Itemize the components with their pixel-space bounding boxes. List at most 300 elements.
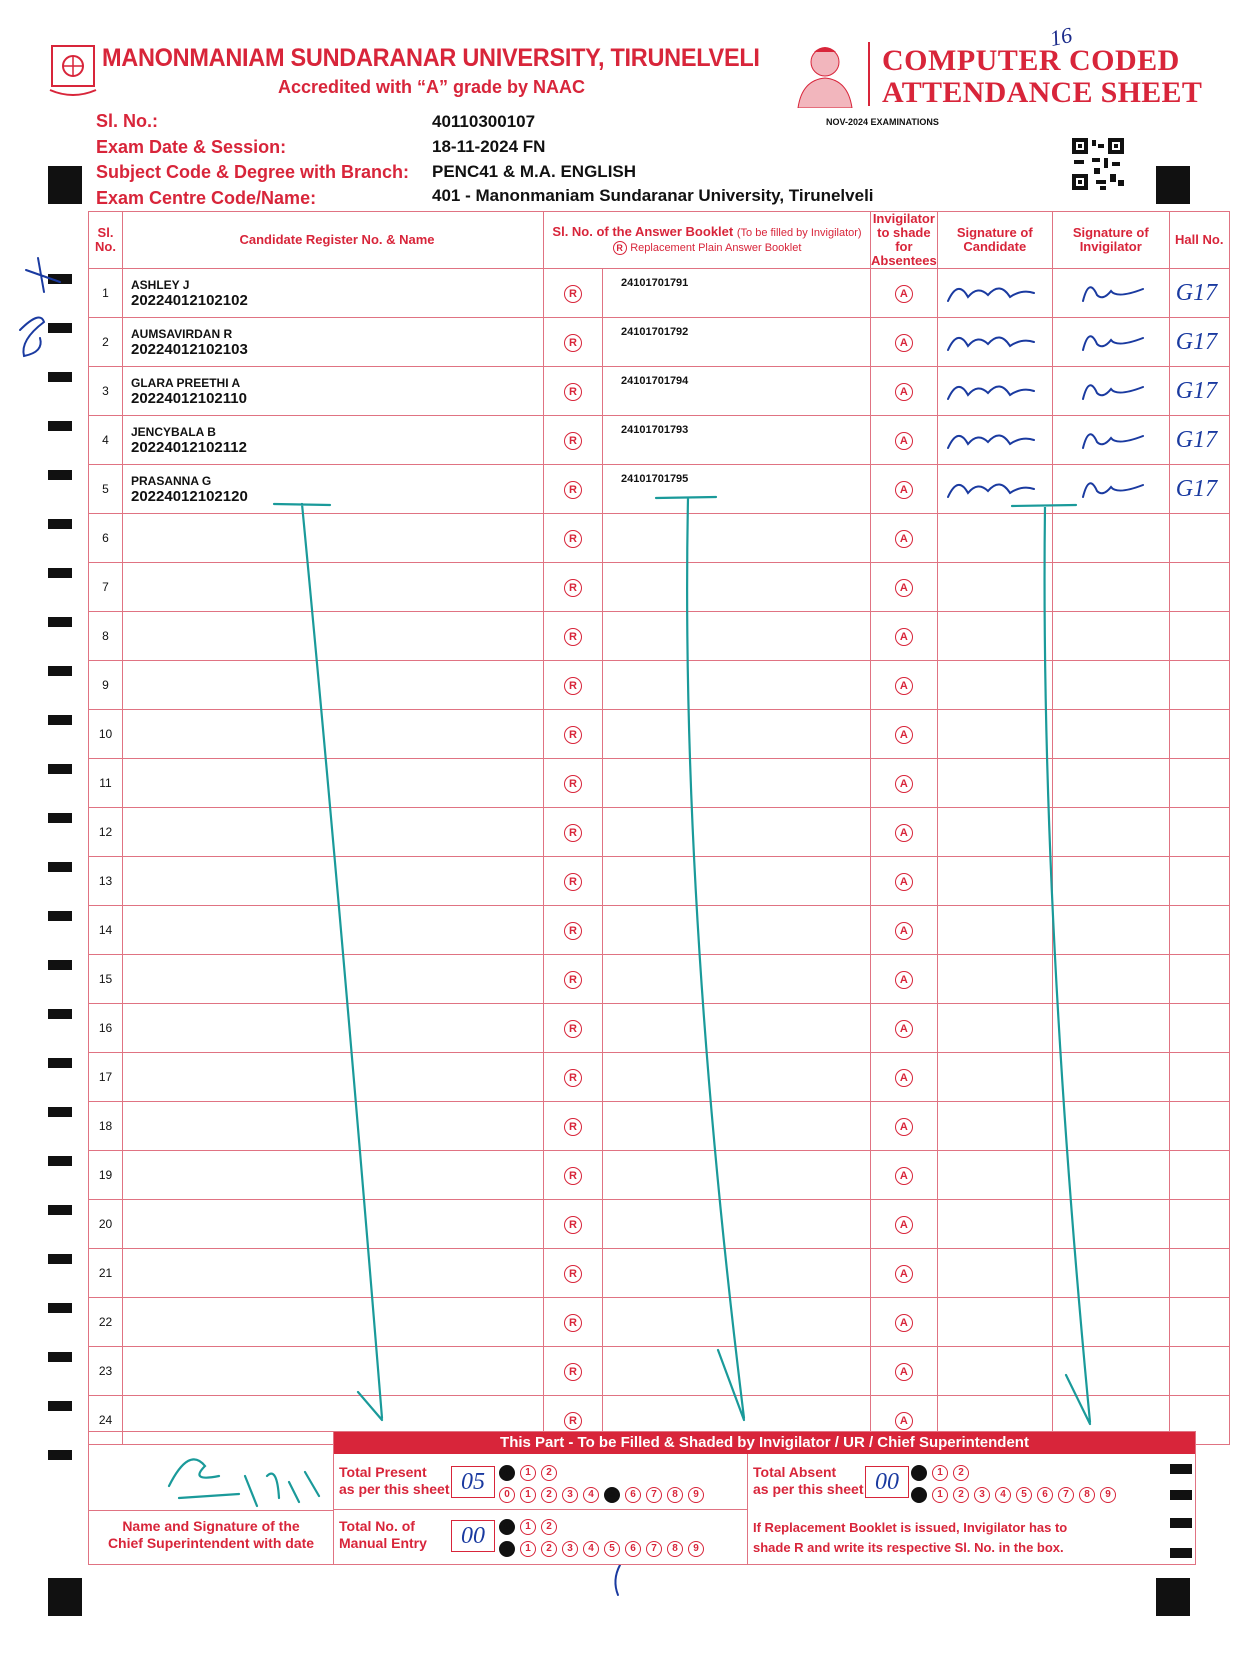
candidate-cell	[123, 465, 544, 514]
absentee-bubble[interactable]: A	[895, 775, 913, 793]
hall-number: G17	[1175, 475, 1218, 502]
replacement-note-2: shade R and write its respective Sl. No. in the box.	[753, 1540, 1064, 1555]
digit-bubble-7[interactable]: 7	[646, 1541, 662, 1557]
hall-cell[interactable]	[1169, 906, 1229, 955]
replacement-bubble[interactable]: R	[564, 971, 582, 989]
candidate-cell	[123, 1004, 544, 1053]
absentee-cell	[871, 1347, 938, 1396]
total-present-label	[339, 1464, 450, 1498]
hall-cell[interactable]	[1169, 1298, 1229, 1347]
absentee-bubble[interactable]: A	[895, 1314, 913, 1332]
candidate-cell	[123, 1347, 544, 1396]
hall-number: G17	[1175, 426, 1218, 453]
hall-cell[interactable]	[1169, 269, 1229, 318]
candidate-signature-cell[interactable]	[937, 710, 1052, 759]
replacement-bubble[interactable]: R	[564, 432, 582, 450]
hall-cell[interactable]	[1169, 563, 1229, 612]
candidate-name: AUMSAVIRDAN R	[131, 326, 233, 341]
timing-marker	[48, 764, 72, 774]
digit-bubble-5[interactable]: 5	[1016, 1487, 1032, 1503]
replacement-bubble[interactable]: R	[564, 285, 582, 303]
digit-bubble-2[interactable]: 2	[541, 1465, 557, 1481]
digit-bubble-6[interactable]: 6	[625, 1541, 641, 1557]
absent-tens-bubbles[interactable]	[911, 1462, 974, 1481]
candidate-signature-cell[interactable]	[937, 1200, 1052, 1249]
timing-marker	[48, 166, 82, 204]
invigilator-signature-cell[interactable]	[1052, 661, 1169, 710]
booklet-cell[interactable]	[603, 710, 871, 759]
table-row	[89, 612, 1230, 661]
hall-number	[1170, 1260, 1176, 1286]
invigilator-signature-cell[interactable]	[1052, 1298, 1169, 1347]
sheet-title-line1: COMPUTER CODED	[882, 44, 1180, 77]
hall-number	[1170, 525, 1176, 551]
timing-marker	[48, 1401, 72, 1411]
absentee-cell	[871, 710, 938, 759]
absentee-bubble[interactable]: A	[895, 1412, 913, 1430]
booklet-cell[interactable]	[603, 1298, 871, 1347]
candidate-register-no: 20224012102103	[131, 340, 248, 358]
row-sl: 2	[89, 318, 123, 367]
replacement-bubble[interactable]: R	[564, 334, 582, 352]
table-body	[89, 269, 1230, 1445]
chief-label-2: Chief Superintendent with date	[107, 1535, 315, 1551]
candidate-signature-cell[interactable]	[937, 1249, 1052, 1298]
replacement-cell	[544, 1151, 603, 1200]
digit-bubble-1[interactable]: 1	[520, 1465, 536, 1481]
digit-bubble-7[interactable]: 7	[1058, 1487, 1074, 1503]
digit-bubble-6[interactable]: 6	[1037, 1487, 1053, 1503]
invigilator-signature-cell[interactable]	[1052, 955, 1169, 1004]
replacement-bubble[interactable]: R	[564, 481, 582, 499]
invigilator-signature-cell[interactable]	[1052, 1102, 1169, 1151]
candidate-signature-cell[interactable]	[937, 955, 1052, 1004]
timing-marker	[48, 323, 72, 333]
replacement-cell	[544, 367, 603, 416]
invigilator-signature	[1053, 369, 1163, 409]
digit-bubble-9[interactable]: 9	[1100, 1487, 1116, 1503]
row-sl: 10	[89, 710, 123, 759]
replacement-bubble[interactable]: R	[564, 628, 582, 646]
booklet-cell[interactable]	[603, 808, 871, 857]
candidate-signature-cell[interactable]	[937, 759, 1052, 808]
candidate-signature-cell[interactable]	[937, 612, 1052, 661]
invigilator-signature-cell[interactable]	[1052, 710, 1169, 759]
invigilator-signature-cell[interactable]	[1052, 1249, 1169, 1298]
absentee-bubble[interactable]: A	[895, 824, 913, 842]
total-present-label-2: as per this sheet	[339, 1481, 450, 1497]
digit-bubble-0[interactable]: 0	[911, 1465, 927, 1481]
digit-bubble-9[interactable]: 9	[688, 1487, 704, 1503]
booklet-cell[interactable]	[603, 318, 871, 367]
replacement-bubble[interactable]: R	[564, 1020, 582, 1038]
digit-bubble-0[interactable]: 0	[499, 1519, 515, 1535]
absentee-bubble[interactable]: A	[895, 481, 913, 499]
absentee-bubble[interactable]: A	[895, 922, 913, 940]
manual-tens-bubbles[interactable]	[499, 1516, 562, 1535]
absentee-cell	[871, 906, 938, 955]
hall-cell[interactable]	[1169, 318, 1229, 367]
col-hall-header: Hall No.	[1169, 212, 1229, 269]
absentee-bubble[interactable]: A	[895, 579, 913, 597]
candidate-register-no: 20224012102110	[131, 389, 247, 407]
timing-marker	[48, 1205, 72, 1215]
total-absent-label-2: as per this sheet	[753, 1481, 864, 1497]
booklet-cell[interactable]	[603, 563, 871, 612]
digit-bubble-2[interactable]: 2	[953, 1465, 969, 1481]
replacement-cell	[544, 1249, 603, 1298]
candidate-name: JENCYBALA B	[131, 424, 216, 439]
digit-bubble-3[interactable]: 3	[562, 1487, 578, 1503]
booklet-cell[interactable]	[603, 1053, 871, 1102]
booklet-cell[interactable]	[603, 269, 871, 318]
invigilator-signature-cell[interactable]	[1052, 514, 1169, 563]
row-sl: 6	[89, 514, 123, 563]
candidate-signature-cell[interactable]	[937, 416, 1052, 465]
row-sl: 3	[89, 367, 123, 416]
replacement-bubble[interactable]: R	[564, 579, 582, 597]
booklet-cell[interactable]	[603, 612, 871, 661]
candidate-cell	[123, 612, 544, 661]
chief-superintendent-box	[89, 1432, 334, 1564]
manual-entry-label-1: Total No. of	[339, 1518, 415, 1534]
hall-cell[interactable]	[1169, 857, 1229, 906]
candidate-cell	[123, 710, 544, 759]
row-sl: 20	[89, 1200, 123, 1249]
hall-number	[1170, 770, 1176, 796]
digit-bubble-0[interactable]: 0	[499, 1487, 515, 1503]
invigilator-signature-cell[interactable]	[1052, 857, 1169, 906]
booklet-cell[interactable]	[603, 759, 871, 808]
table-row	[89, 1151, 1230, 1200]
absentee-bubble[interactable]: A	[895, 971, 913, 989]
invigilator-signature-cell[interactable]	[1052, 416, 1169, 465]
absent-header-3: Absentees	[871, 253, 937, 268]
absentee-bubble[interactable]: A	[895, 383, 913, 401]
hall-cell[interactable]	[1169, 661, 1229, 710]
candidate-signature-cell[interactable]	[937, 906, 1052, 955]
replacement-bubble[interactable]: R	[564, 922, 582, 940]
hall-cell[interactable]	[1169, 808, 1229, 857]
digit-bubble-1[interactable]: 1	[520, 1487, 536, 1503]
invigilator-signature-cell[interactable]	[1052, 269, 1169, 318]
digit-bubble-1[interactable]: 1	[932, 1487, 948, 1503]
booklet-cell[interactable]	[603, 1249, 871, 1298]
absent-header-1: Invigilator	[872, 211, 935, 226]
footer-divider-h	[334, 1509, 747, 1510]
candidate-signature-cell[interactable]	[937, 1151, 1052, 1200]
absentee-bubble[interactable]: A	[895, 1265, 913, 1283]
replacement-cell	[544, 759, 603, 808]
absentee-bubble[interactable]: A	[895, 726, 913, 744]
replacement-bubble[interactable]: R	[564, 1265, 582, 1283]
digit-bubble-2[interactable]: 2	[541, 1519, 557, 1535]
table-row	[89, 808, 1230, 857]
replacement-bubble[interactable]: R	[564, 530, 582, 548]
booklet-cell[interactable]	[603, 1200, 871, 1249]
candidate-name: ASHLEY J	[131, 277, 190, 292]
timing-marker	[48, 911, 72, 921]
candidate-signature-cell[interactable]	[937, 661, 1052, 710]
candidate-signature-cell[interactable]	[937, 1347, 1052, 1396]
absentee-bubble[interactable]: A	[895, 334, 913, 352]
replacement-bubble[interactable]: R	[564, 824, 582, 842]
hall-number	[1170, 1358, 1176, 1384]
candidate-signature-cell[interactable]	[937, 367, 1052, 416]
digit-bubble-8[interactable]: 8	[1079, 1487, 1095, 1503]
invigilator-signature-cell[interactable]	[1052, 1151, 1169, 1200]
replacement-cell	[544, 563, 603, 612]
absentee-bubble[interactable]: A	[895, 530, 913, 548]
booklet-cell[interactable]	[603, 367, 871, 416]
hall-cell[interactable]	[1169, 1004, 1229, 1053]
present-units-bubbles[interactable]	[499, 1484, 709, 1503]
row-sl: 11	[89, 759, 123, 808]
candidate-cell	[123, 416, 544, 465]
hall-cell[interactable]	[1169, 1053, 1229, 1102]
invigilator-signature-cell[interactable]	[1052, 465, 1169, 514]
row-sl: 23	[89, 1347, 123, 1396]
booklet-cell[interactable]	[603, 906, 871, 955]
row-sl: 16	[89, 1004, 123, 1053]
hall-cell[interactable]	[1169, 1151, 1229, 1200]
digit-bubble-3[interactable]: 3	[974, 1487, 990, 1503]
invigilator-signature-cell[interactable]	[1052, 318, 1169, 367]
absentee-cell	[871, 955, 938, 1004]
digit-bubble-4[interactable]: 4	[583, 1487, 599, 1503]
digit-bubble-2[interactable]: 2	[541, 1541, 557, 1557]
absentee-cell	[871, 269, 938, 318]
hall-cell[interactable]	[1169, 1347, 1229, 1396]
replacement-bubble[interactable]: R	[564, 1069, 582, 1087]
digit-bubble-4[interactable]: 4	[583, 1541, 599, 1557]
digit-bubble-4[interactable]: 4	[995, 1487, 1011, 1503]
candidate-signature-cell[interactable]	[937, 808, 1052, 857]
absentee-cell	[871, 367, 938, 416]
hall-cell[interactable]	[1169, 1249, 1229, 1298]
hall-number: G17	[1175, 279, 1218, 306]
candidate-signature-cell[interactable]	[937, 1004, 1052, 1053]
replacement-bubble[interactable]: R	[564, 677, 582, 695]
row-sl: 7	[89, 563, 123, 612]
absentee-cell	[871, 1151, 938, 1200]
hall-number	[1170, 966, 1176, 992]
candidate-signature-cell[interactable]	[937, 514, 1052, 563]
booklet-cell[interactable]	[603, 514, 871, 563]
candidate-signature-cell[interactable]	[937, 1053, 1052, 1102]
digit-bubble-8[interactable]: 8	[667, 1541, 683, 1557]
timing-marker	[1156, 1578, 1190, 1616]
hall-cell[interactable]	[1169, 416, 1229, 465]
replacement-bubble[interactable]: R	[564, 1363, 582, 1381]
booklet-number: 24101701792	[621, 326, 689, 338]
invigilator-signature-cell[interactable]	[1052, 612, 1169, 661]
timing-marker	[48, 862, 72, 872]
hall-cell[interactable]	[1169, 710, 1229, 759]
absentee-bubble[interactable]: A	[895, 1020, 913, 1038]
exam-centre-label: Exam Centre Code/Name:	[96, 188, 317, 208]
digit-bubble-3[interactable]: 3	[562, 1541, 578, 1557]
booklet-cell[interactable]	[603, 1347, 871, 1396]
hall-cell[interactable]	[1169, 955, 1229, 1004]
digit-bubble-2[interactable]: 2	[953, 1487, 969, 1503]
invigilator-signature-cell[interactable]	[1052, 759, 1169, 808]
digit-bubble-6[interactable]: 6	[625, 1487, 641, 1503]
candidate-signature	[938, 320, 1048, 360]
row-sl: 19	[89, 1151, 123, 1200]
replacement-bubble[interactable]: R	[564, 873, 582, 891]
exam-centre-value: 401 - Manonmaniam Sundaranar University, Tirunelveli	[432, 186, 874, 205]
replacement-bubble[interactable]: R	[564, 383, 582, 401]
hall-number	[1170, 1309, 1176, 1335]
candidate-signature-cell[interactable]	[937, 1102, 1052, 1151]
digit-bubble-7[interactable]: 7	[646, 1487, 662, 1503]
candidate-cell	[123, 514, 544, 563]
present-tens-bubbles[interactable]	[499, 1462, 562, 1481]
hall-cell[interactable]	[1169, 1102, 1229, 1151]
booklet-cell[interactable]	[603, 661, 871, 710]
booklet-cell[interactable]	[603, 465, 871, 514]
hall-number	[1170, 1162, 1176, 1188]
hall-number	[1170, 623, 1176, 649]
absentee-bubble[interactable]: A	[895, 1216, 913, 1234]
absentee-bubble[interactable]: A	[895, 285, 913, 303]
invigilator-signature-cell[interactable]	[1052, 1200, 1169, 1249]
replacement-bubble[interactable]: R	[564, 1412, 582, 1430]
total-absent-box[interactable]: 00	[865, 1466, 909, 1498]
chief-label-1: Name and Signature of the	[122, 1518, 300, 1534]
candidate-cell	[123, 1151, 544, 1200]
invigilator-signature	[1053, 320, 1163, 360]
absentee-bubble[interactable]: A	[895, 873, 913, 891]
row-sl: 18	[89, 1102, 123, 1151]
invigilator-signature-cell[interactable]	[1052, 808, 1169, 857]
candidate-cell	[123, 906, 544, 955]
table-row	[89, 857, 1230, 906]
digit-bubble-0[interactable]: 0	[499, 1465, 515, 1481]
booklet-cell[interactable]	[603, 1004, 871, 1053]
digit-bubble-5[interactable]: 5	[604, 1487, 620, 1503]
absentee-bubble[interactable]: A	[895, 628, 913, 646]
absentee-bubble[interactable]: A	[895, 1363, 913, 1381]
absentee-bubble[interactable]: A	[895, 1118, 913, 1136]
invigilator-signature-cell[interactable]	[1052, 1053, 1169, 1102]
absentee-bubble[interactable]: A	[895, 677, 913, 695]
table-row	[89, 1200, 1230, 1249]
manual-entry-box[interactable]: 00	[451, 1520, 495, 1552]
digit-bubble-8[interactable]: 8	[667, 1487, 683, 1503]
replacement-bubble[interactable]: R	[564, 1118, 582, 1136]
candidate-signature-cell[interactable]	[937, 857, 1052, 906]
invigilator-signature-cell[interactable]	[1052, 1347, 1169, 1396]
candidate-signature	[938, 467, 1048, 507]
booklet-cell[interactable]	[603, 955, 871, 1004]
replacement-note-1: If Replacement Booklet is issued, Invigilator has to	[753, 1520, 1068, 1535]
invigilator-signature-cell[interactable]	[1052, 367, 1169, 416]
digit-bubble-9[interactable]: 9	[688, 1541, 704, 1557]
manual-units-bubbles[interactable]	[499, 1538, 709, 1557]
replacement-bubble[interactable]: R	[564, 1167, 582, 1185]
footer-divider-v	[747, 1454, 748, 1564]
replacement-cell	[544, 269, 603, 318]
replacement-bubble[interactable]: R	[564, 726, 582, 744]
replacement-bubble[interactable]: R	[564, 1216, 582, 1234]
table-row	[89, 1347, 1230, 1396]
absentee-cell	[871, 514, 938, 563]
hall-cell[interactable]	[1169, 465, 1229, 514]
candidate-signature	[938, 271, 1048, 311]
invigilator-signature-cell[interactable]	[1052, 563, 1169, 612]
replacement-cell	[544, 1004, 603, 1053]
digit-bubble-0[interactable]: 0	[499, 1541, 515, 1557]
replacement-cell	[544, 465, 603, 514]
founder-portrait	[792, 40, 858, 108]
digit-bubble-2[interactable]: 2	[541, 1487, 557, 1503]
replacement-bubble[interactable]: R	[564, 775, 582, 793]
booklet-number: 24101701794	[621, 375, 689, 387]
timing-marker	[48, 1009, 72, 1019]
candidate-signature-cell[interactable]	[937, 269, 1052, 318]
booklet-cell[interactable]	[603, 857, 871, 906]
candidate-cell	[123, 318, 544, 367]
booklet-cell[interactable]	[603, 416, 871, 465]
invigilator-signature-cell[interactable]	[1052, 1004, 1169, 1053]
absentee-cell	[871, 661, 938, 710]
attendance-table	[88, 211, 1230, 1445]
candidate-signature-cell[interactable]	[937, 465, 1052, 514]
total-present-box[interactable]: 05	[451, 1466, 495, 1498]
table-row	[89, 661, 1230, 710]
digit-bubble-1[interactable]: 1	[520, 1519, 536, 1535]
candidate-signature-cell[interactable]	[937, 563, 1052, 612]
timing-marker	[48, 421, 72, 431]
absentee-bubble[interactable]: A	[895, 432, 913, 450]
hall-cell[interactable]	[1169, 612, 1229, 661]
digit-bubble-0[interactable]: 0	[911, 1487, 927, 1503]
timing-marker	[48, 372, 72, 382]
chief-label-divider	[89, 1510, 333, 1511]
absentee-bubble[interactable]: A	[895, 1069, 913, 1087]
total-absent-label-1: Total Absent	[753, 1464, 837, 1480]
digit-bubble-5[interactable]: 5	[604, 1541, 620, 1557]
hall-number	[1170, 1064, 1176, 1090]
invigilator-signature-cell[interactable]	[1052, 906, 1169, 955]
absentee-bubble[interactable]: A	[895, 1167, 913, 1185]
candidate-cell	[123, 1249, 544, 1298]
hall-cell[interactable]	[1169, 367, 1229, 416]
absent-units-bubbles[interactable]	[911, 1484, 1121, 1503]
absentee-cell	[871, 808, 938, 857]
digit-bubble-1[interactable]: 1	[932, 1465, 948, 1481]
sl-no-value: 40110300107	[432, 112, 536, 131]
hall-number	[1170, 721, 1176, 747]
col-sig-candidate-header: Signature of Candidate	[937, 212, 1052, 269]
scribble-mark	[615, 1565, 620, 1595]
absentee-cell	[871, 1004, 938, 1053]
candidate-signature-cell[interactable]	[937, 1298, 1052, 1347]
candidate-signature-cell[interactable]	[937, 318, 1052, 367]
booklet-cell[interactable]	[603, 1102, 871, 1151]
hall-cell[interactable]	[1169, 759, 1229, 808]
hall-cell[interactable]	[1169, 1200, 1229, 1249]
row-sl: 14	[89, 906, 123, 955]
candidate-cell	[123, 1200, 544, 1249]
table-row	[89, 269, 1230, 318]
hall-cell[interactable]	[1169, 514, 1229, 563]
replacement-bubble[interactable]: R	[564, 1314, 582, 1332]
booklet-cell[interactable]	[603, 1151, 871, 1200]
digit-bubble-1[interactable]: 1	[520, 1541, 536, 1557]
